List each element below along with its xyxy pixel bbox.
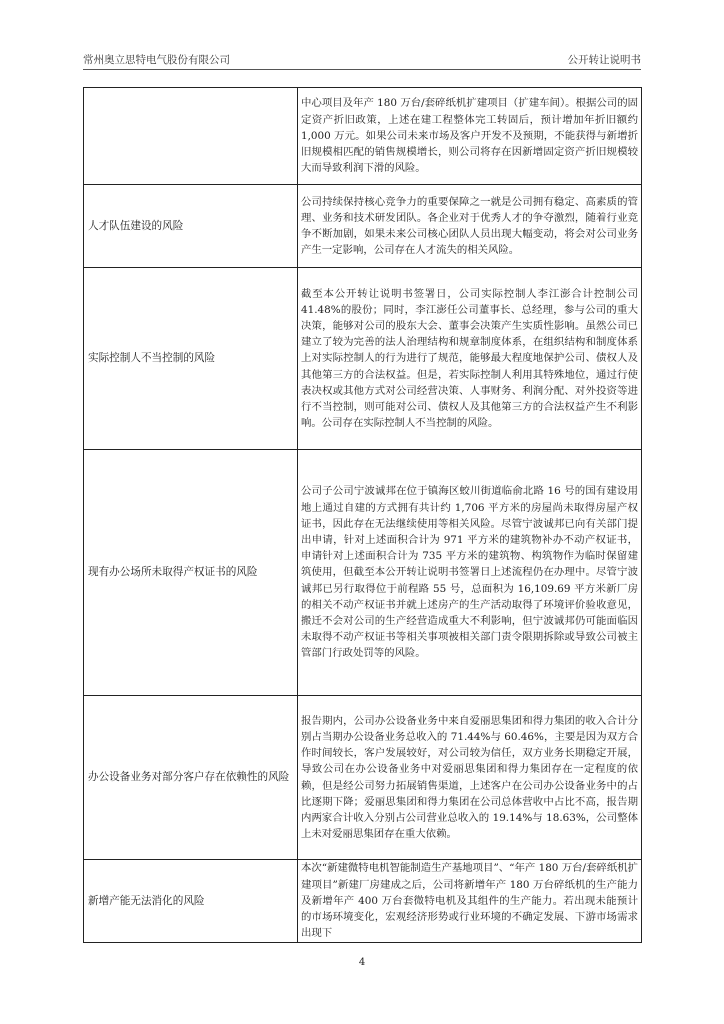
table-row [84,860,642,943]
risk-description-cell: 公司持续保持核心竞争力的重要保障之一就是公司拥有稳定、高素质的管理、业务和技术研发团队。各企业对于优秀人才的争夺激烈，随着行业竞争不断加剧，如果未来公司核心团队人员出现大幅变动，将会对公司业务产生一定影响，公司存在人才流失的相关风险。 [298,185,642,268]
risk-name-cell: 新增产能无法消化的风险 [84,860,298,943]
risk-name-cell: 实际控制人不当控制的风险 [84,268,298,450]
risk-name-cell: 人才队伍建设的风险 [84,185,298,268]
table-row [84,696,642,860]
risk-description-cell: 中心项目及年产 180 万台/套碎纸机扩建项目（扩建车间）。根据公司的固定资产折旧政策，上述在建工程整体完工转固后，预计增加年折旧额约 1,000 万元。如果公司未来市场及客户开发不及预期，不能获得与新增折旧规模相匹配的销售规模增长，则公司将存在因新增固定资产折旧规模较大而导致利润下滑的风险。 [298,88,642,185]
risk-description-cell: 报告期内，公司办公设备业务中来自爱丽思集团和得力集团的收入合计分别占当期办公设备业务总收入的 71.44%与 60.46%，主要是因为双方合作时间较长，客户发展较好，对公司较为信任，双方业务长期稳定开展，导致公司在办公设备业务中对爱丽思集团和得力集团存在一定程度的依赖，但是经公司努力拓展销售渠道，上述客户在公司办公设备业务中的占比逐期下降；爱丽思集团和得力集团在公司总体营收中占比不高，报告期内两家合计收入分别占公司营业总收入的 19.14%与 18.63%，公司整体上未对爱丽思集团存在重大依赖。 [298,696,642,860]
table-row [84,185,642,268]
page-number: 4 [358,957,366,968]
company-name: 常州奥立思特电气股份有限公司 [83,54,230,66]
risk-name-cell: 现有办公场所未取得产权证书的风险 [84,450,298,696]
table-row [84,88,642,185]
risk-name-cell [84,88,298,185]
risk-description-cell: 本次“新建微特电机智能制造生产基地项目”、“年产 180 万台/套碎纸机扩建项目”新建厂房建成之后，公司将新增年产 180 万台碎纸机的生产能力及新增年产 400 万台套微特电机及其组件的生产能力。若出现未能预计的市场环境变化，宏观经济形势或行业环境的不确定发展、下游市场需求出现下 [298,860,642,943]
page-header [83,50,641,68]
table-row [84,268,642,450]
risk-description-cell: 截至本公开转让说明书签署日，公司实际控制人李江澎合计控制公司 41.48%的股份；同时，李江澎任公司董事长、总经理，参与公司的重大决策，能够对公司的股东大会、董事会决策产生实质性影响。虽然公司已建立了较为完善的法人治理结构和规章制度体系，在组织结构和制度体系上对实际控制人的行为进行了规范，能够最大程度地保护公司、债权人及其他第三方的合法权益。但是，若实际控制人利用其特殊地位，通过行使表决权或其他方式对公司经营决策、人事财务、利润分配、对外投资等进行不当控制，则可能对公司、债权人及其他第三方的合法权益产生不利影响。公司存在实际控制人不当控制的风险。 [298,268,642,450]
risk-table [83,87,642,943]
header-divider [83,69,641,70]
document-title: 公开转让说明书 [567,54,641,66]
risk-description-cell: 公司子公司宁波诚邦在位于镇海区蛟川街道临俞北路 16 号的国有建设用地上通过自建的方式拥有共计约 1,706 平方米的房屋尚未取得房屋产权证书，因此存在无法继续使用等相关风险。尽管宁波诚邦已向有关部门提出申请，针对上述面积合计为 971 平方米的建筑物补办不动产权证书，申请针对上述面积合计为 735 平方米的建筑物、构筑物作为临时保留建筑使用，但截至本公开转让说明书签署日上述流程仍在办理中。尽管宁波诚邦已另行取得位于前程路 55 号，总面积为 16,109.69 平方米新厂房的相关不动产权证书并就上述房产的生产活动取得了环境评价验收意见，搬迁不会对公司的生产经营造成重大不利影响，但宁波诚邦仍可能面临因未取得不动产权证书等相关事项被相关部门责令限期拆除或导致公司被主管部门行政处罚等的风险。 [298,450,642,696]
table-row [84,450,642,696]
risk-name-cell: 办公设备业务对部分客户存在依赖性的风险 [84,696,298,860]
